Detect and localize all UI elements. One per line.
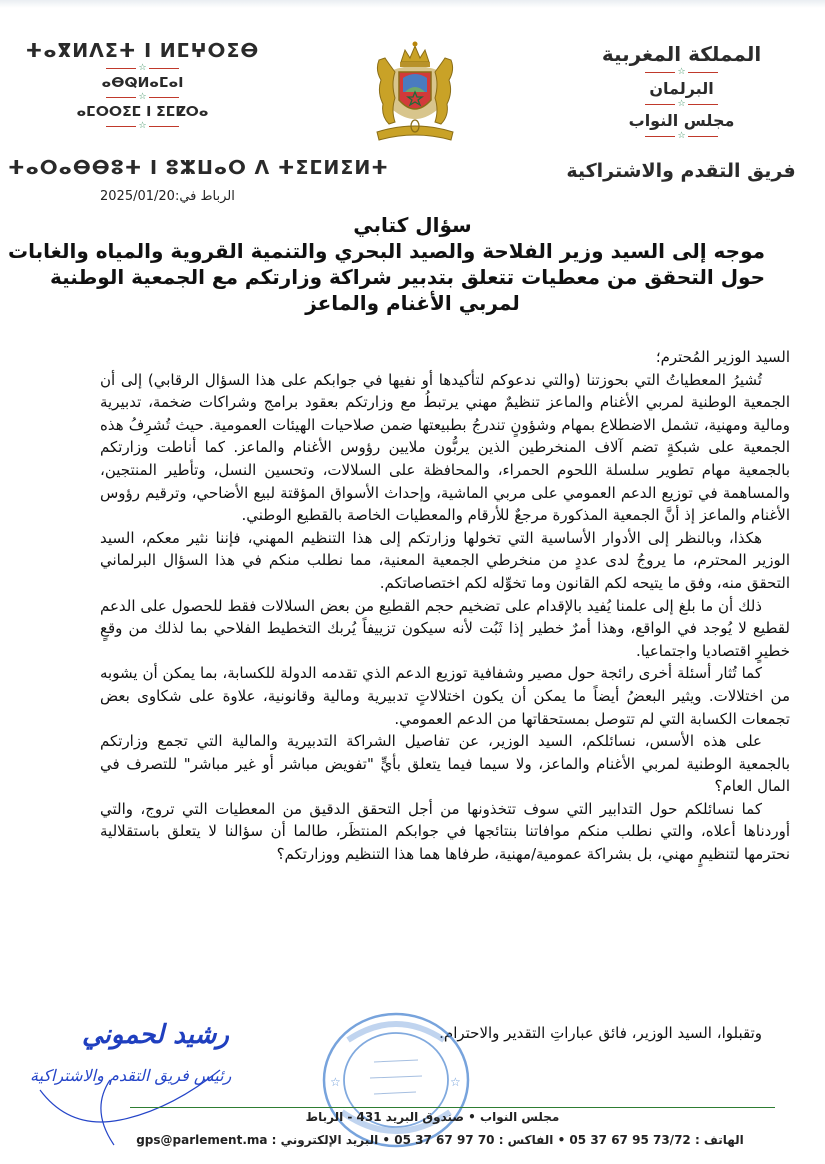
letter-body bbox=[100, 346, 790, 866]
arabic-group: فريق التقدم والاشتراكية bbox=[566, 160, 796, 182]
paragraph-3: ذلك أن ما بلغ إلى علمنا يُفيد بالإقدام على تضخيم حجم القطيع من بعض السلالات فقط للحصول على الدعم لقطيع لا يُوجد في الواقع، وهذا أمرٌ خطير إذا ثَبُت لأنه سيكون تزييفاً يُربك التخطيط الفلاحي بما لذلك من وقعٍ خطيرٍ اقتصاديا واجتماعيا. bbox=[100, 596, 790, 660]
arabic-house: مجلس النواب bbox=[628, 111, 735, 130]
footer-divider bbox=[130, 1107, 775, 1108]
question-title bbox=[8, 212, 765, 316]
arabic-letterhead bbox=[566, 42, 796, 182]
tifinagh-group: ⵜⴰⵔⴰⴱⴱⵓⵜ ⵏ ⵓⵣⵡⴰⵔ ⴷ ⵜⵉⵎⵍⵉⵍⵜ bbox=[8, 157, 389, 179]
divider bbox=[574, 130, 789, 143]
closing-formula: وتقبلوا، السيد الوزير، فائق عباراتِ التقدير والاحترام. bbox=[439, 1024, 762, 1042]
paragraph-6: كما نسائلكم حول التدابير التي سوف تتخذونها من أجل التحقق الدقيق من المعطيات التي تروج، والتي أوردناها أعلاه، والتي نطلب منكم موافاتنا بنتائجها في جوابكم المنتظَر، طالما أن سؤالنا لا يتعلق باستقلالية نحترمها لتنظيمٍ مهني، بل بشراكة عمومية/مهنية، طرفاها هما هذا التنظيم ووزارتكم؟ bbox=[100, 799, 790, 864]
star-icon: ☆ bbox=[138, 63, 147, 73]
paragraph-5: على هذه الأسس، نسائلكم، السيد الوزير، عن تفاصيل الشراكة التدبيرية والمالية التي تجمع وزارتكم بالجمعية الوطنية لمربي الأغنام والماعز، ولا سيما فيما يتعلق بأيٍّ "تفويض مباشر أو غير مباشر" للتصرف في المال العام؟ bbox=[100, 732, 790, 796]
date-label: الرباط في: bbox=[174, 189, 235, 204]
arabic-parliament: البرلمان bbox=[649, 79, 714, 98]
title-line-2: موجه إلى السيد وزير الفلاحة والصيد البحري والتنمية القروية والمياه والغابات bbox=[8, 239, 765, 263]
signatory-title: رئيس فريق التقدم والاشتراكية bbox=[30, 1066, 232, 1085]
arabic-kingdom: المملكة المغربية bbox=[601, 42, 762, 66]
star-icon: ☆ bbox=[138, 121, 147, 131]
star-icon: ☆ bbox=[677, 99, 686, 109]
title-line-4: لمربي الأغنام والماعز bbox=[305, 291, 520, 315]
title-line-3: حول التحقق من معطيات تتعلق بتدبير شراكة وزارتكم مع الجمعية الوطنية bbox=[50, 265, 765, 289]
signature-flourish-icon bbox=[30, 1020, 230, 1150]
svg-text:☆: ☆ bbox=[330, 1075, 341, 1089]
paragraph-1: تُشيرُ المعطياتُ التي بحوزتنا (والتي ندعوكم لتأكيدها أو نفيها في جوابكم على هذا السؤال الرقابي) إلى أن الجمعية الوطنية لمربي الأغنام والماعز تنظيمٌ مهني يرتبطُ مع وزارتكم بعقود برامج وشراكات ضخمة، تدبيرية ومالية ومهنية، تشمل الاضطلاع بمهام وشؤونٍ تندرجُ بطبيعتها ضمن صلاحيات الهيئات العمومية. حيث تُشرِفُ هذه الجمعية على شبكةٍ تضم آلاف المنخرطين الذين يربُّون ملايين رؤوس الأغنام والماعز. كما أناطت وزارتكم بالجمعية مهام تطوير سلسلة اللحوم الحمراء، والمحافظة على السلالات، وتحسين النسل، وتأطير المنتجين، والمساهمة في توزيع الدعم العمومي على مربي الماشية، وإحداث الأسواق المؤقتة لبيع الأضاحي، وترقيم رؤوس الأغنام والماعز إذ أنَّ الجمعية المذكورة مرجعٌ للأرقام والمعطيات الخاصة بالقطيع الوطني. bbox=[100, 370, 790, 525]
star-icon: ☆ bbox=[677, 131, 686, 141]
tifinagh-kingdom: ⵜⴰⴳⵍⴷⵉⵜ ⵏ ⵍⵎⵖⵔⵉⴱ bbox=[25, 40, 260, 62]
svg-text:☆: ☆ bbox=[450, 1075, 461, 1089]
paragraph-2: هكذا، وبالنظر إلى الأدوار الأساسية التي تخولها وزارتكم إلى هذا التنظيم المهني، فإننا نثير معكم، السيد الوزير المحترم، ما يروجُ لدى عددٍ من منخرطي الجمعية المعنية، مما نطلب منكم في هذا السؤال البرلماني التحقق منه، وفق ما يتيحه لكم القانون وما تخوِّله لكم اختصاصاتكم. bbox=[100, 528, 790, 592]
divider bbox=[574, 98, 789, 111]
salutation: السيد الوزير المُحترم؛ bbox=[655, 348, 790, 366]
star-icon: ☆ bbox=[138, 92, 147, 102]
letterhead bbox=[0, 0, 825, 215]
tifinagh-house: ⴰⵎⵔⵔⵉⵎ ⵏ ⵉⵎⵇⵔⴰ bbox=[76, 104, 209, 120]
tifinagh-letterhead bbox=[8, 40, 389, 179]
divider bbox=[20, 62, 265, 75]
date-value: 2025/01/20 bbox=[100, 189, 175, 204]
star-icon: ☆ bbox=[677, 67, 686, 77]
footer-address: مجلس النواب • صندوق البريد 431 - الرباط bbox=[305, 1110, 560, 1124]
date-line bbox=[100, 189, 235, 204]
official-stamp-icon bbox=[308, 1000, 484, 1150]
divider bbox=[20, 91, 265, 104]
moroccan-coat-of-arms-icon bbox=[367, 36, 463, 148]
footer-contact: الهاتف : 73/72 95 67 37 05 • الفاكس : 70 97 67 37 05 • البريد الإلكتروني : gps@parlement.ma bbox=[136, 1133, 744, 1147]
tifinagh-parliament: ⴰⴱⵕⵍⴰⵎⴰⵏ bbox=[101, 75, 184, 91]
paragraph-4: كما تُثار أسئلة أخرى رائجة حول مصير وشفافية توزيع الدعم الذي تقدمه الدولة للكسابة، بما يمكن أن يشوبه من اختلالات. ويثير البعضُ أيضاً ما يمكن أن يكون اختلالاتٍ تدبيرية ومالية وقانونية، علاوة على شكاوى بعض تجمعات الكسابة التي لم تتوصل بمستحقاتها من الدعم العمومي. bbox=[100, 664, 790, 728]
title-line-1: سؤال كتابي bbox=[353, 213, 472, 237]
signatory-name: رشيد لحموني bbox=[82, 1020, 229, 1050]
divider bbox=[20, 120, 265, 133]
divider bbox=[574, 66, 789, 79]
